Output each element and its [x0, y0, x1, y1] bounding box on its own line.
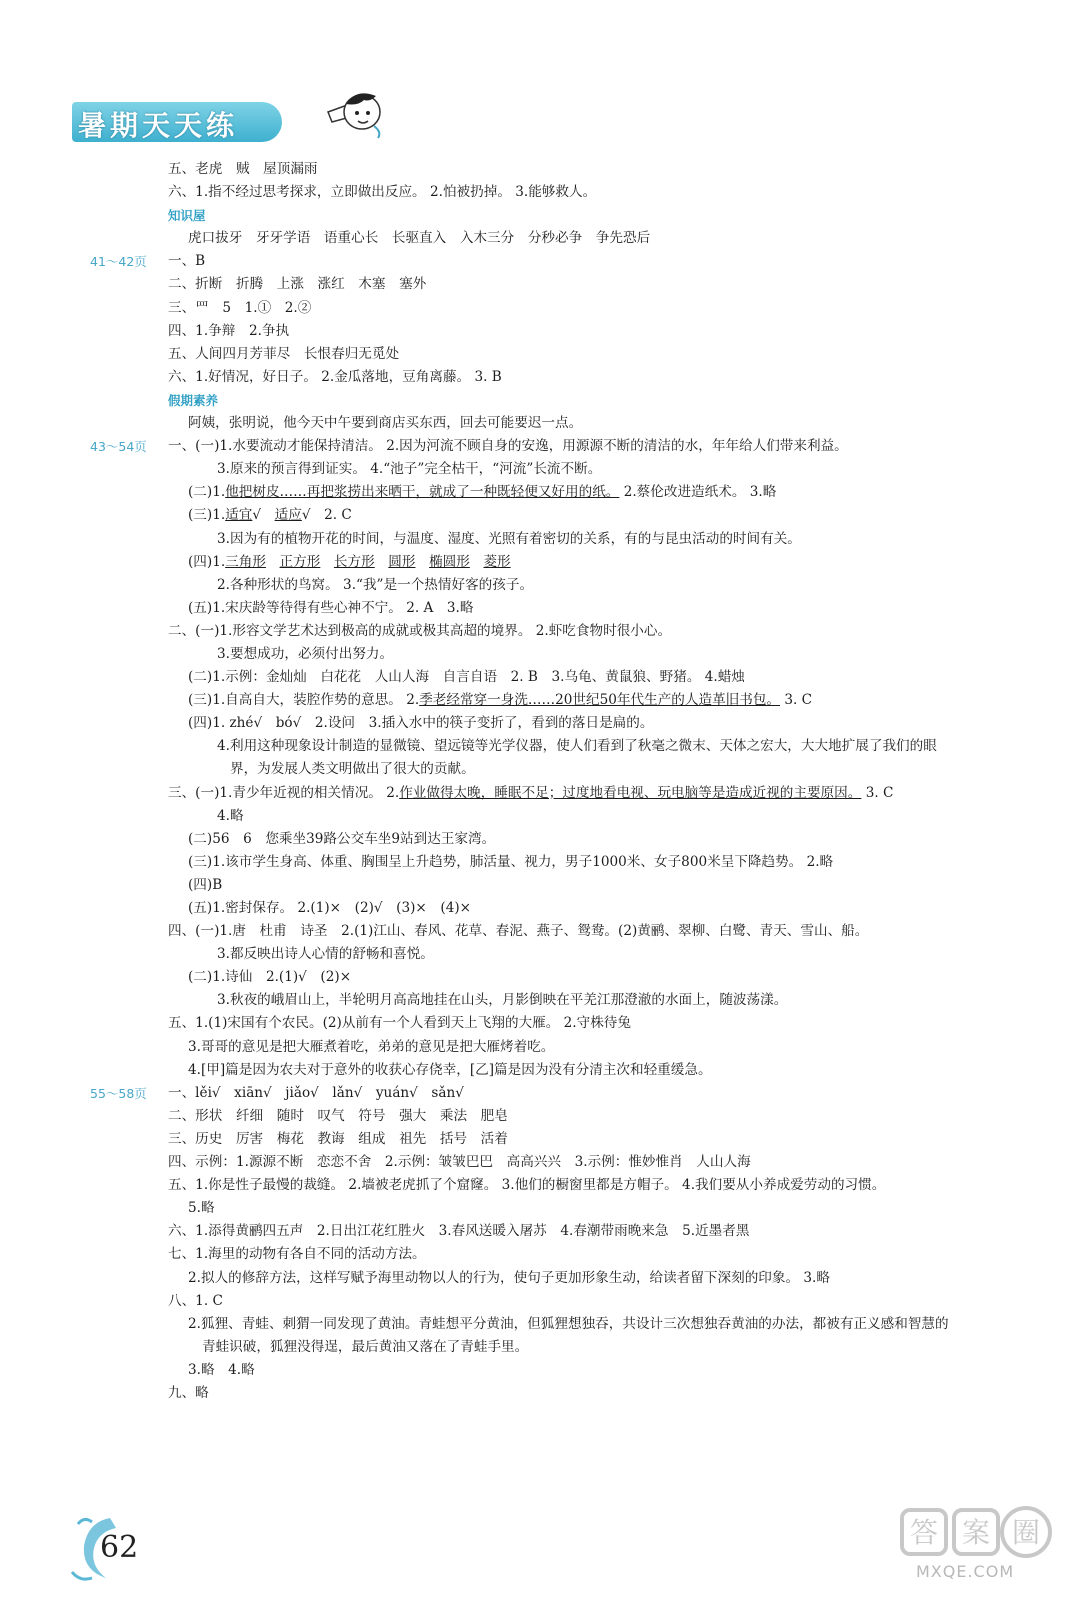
answer-segment: 3.要想成功，必须付出努力。: [217, 645, 394, 662]
underlined-answer: 椭圆形: [429, 553, 470, 570]
answer-text: [168, 1105, 508, 1128]
answer-line: [90, 1151, 1020, 1174]
answer-text: [168, 389, 218, 413]
answer-text: [168, 1082, 464, 1105]
watermark-site: MXQE.COM: [916, 1562, 1015, 1581]
page-range-label: 43～54页: [90, 439, 147, 455]
answer-line: [90, 643, 1020, 666]
answer-line: [90, 966, 1020, 989]
answer-text: [230, 758, 475, 781]
answer-segment: (五)1.密封保存。 2.(1)× (2)√ (3)× (4)×: [188, 900, 472, 916]
answer-text: [168, 1128, 508, 1151]
answer-segment: 一、lěi√ xiān√ jiǎo√ lǎn√ yuán√ sǎn√: [168, 1084, 464, 1101]
answer-text: [168, 1290, 223, 1313]
answer-text: [168, 158, 318, 181]
answer-segment: [320, 554, 334, 570]
answer-segment: 六、1.添得黄鹂四五声 2.日出江花红胜火 3.春风送暖入屠苏 4.春潮带雨晚来急 5.近墨者黑: [168, 1223, 750, 1240]
answer-text: [188, 597, 473, 620]
answer-text: [188, 666, 745, 689]
answer-line: [90, 1290, 1020, 1313]
answer-segment: [266, 554, 280, 570]
answer-segment: 3. C: [861, 784, 894, 801]
answer-line: [90, 389, 1020, 412]
svg-text:案: 案: [961, 1516, 991, 1549]
answer-text: [188, 551, 511, 574]
answer-segment: [415, 554, 429, 570]
answer-text: [188, 1313, 949, 1336]
answer-text: [168, 366, 502, 389]
page-footer: [70, 1512, 139, 1588]
answer-text: [168, 181, 596, 204]
answer-text: [188, 712, 653, 735]
answer-line: [90, 1382, 1020, 1405]
answer-line: [90, 874, 1020, 897]
underlined-answer: 他把树皮……再把浆捞出来晒干，就成了一种既轻便又好用的纸。: [225, 484, 620, 501]
answer-segment: 3.略 4.略: [188, 1361, 255, 1378]
answer-text: [168, 343, 399, 366]
answer-text: [168, 1243, 426, 1266]
answer-line: [90, 504, 1020, 527]
header-logo: [72, 90, 312, 148]
underlined-answer: 作业做得太晚，睡眠不足；过度地看电视、玩电脑等是造成近视的主要原因。: [399, 784, 862, 801]
answer-line: [90, 1059, 1020, 1082]
answer-text: [188, 851, 833, 874]
answer-text: [168, 620, 671, 643]
answer-segment: 4.[甲]篇是因为农夫对于意外的收获心存侥幸，[乙]篇是因为没有分清主次和轻重缓急。: [188, 1061, 712, 1078]
answer-line: [90, 1359, 1020, 1382]
answer-segment: 虎口拔牙 牙牙学语 语重心长 长驱直入 入木三分 分秒必争 争先恐后: [188, 230, 651, 247]
answer-segment: 3.原来的预言得到证实。 4.“池子”完全枯干，“河流”长流不断。: [217, 461, 602, 478]
answer-segment: (二)1.诗仙 2.(1)√ (2)×: [188, 969, 352, 986]
answer-line: [90, 1220, 1020, 1243]
answer-line: [90, 481, 1020, 504]
answer-text: [168, 435, 848, 458]
answer-text: [217, 528, 801, 551]
page-range-label: 55～58页: [90, 1085, 147, 1101]
answer-segment: 4.略: [217, 807, 244, 824]
underlined-answer: 正方形: [279, 553, 321, 570]
answer-segment: 4.利用这种现象设计制造的显微镜、望远镜等光学仪器，使人们看到了秋毫之微末、天体之宏大，大大地扩展了我们的眼: [217, 738, 937, 755]
answer-segment: [470, 554, 484, 570]
answer-text: [217, 458, 601, 481]
answer-segment: 3.哥哥的意见是把大雁煮着吃，弟弟的意见是把大雁烤着吃。: [188, 1038, 555, 1055]
underlined-answer: 菱形: [483, 553, 511, 570]
answer-line: [90, 1012, 1020, 1035]
answer-segment: √: [252, 507, 275, 524]
answer-text: [217, 989, 787, 1012]
answer-text: [168, 1382, 209, 1405]
answer-segment: 2.狐狸、青蛙、刺猬一同发现了黄油。青蛙想平分黄油，但狐狸想独吞，共设计三次想独吞黄油的办法，都被有正义感和智慧的: [188, 1315, 949, 1332]
answer-text: [188, 689, 812, 712]
answer-segment: 界，为发展人类文明做出了很大的贡献。: [230, 761, 475, 778]
answer-segment: 四、1.争辩 2.争执: [168, 322, 290, 339]
answer-text: [168, 782, 893, 805]
answer-line: [90, 250, 1020, 273]
answer-text: [188, 874, 222, 897]
answer-line: [90, 1082, 1020, 1105]
svg-text:圈: 圈: [1011, 1516, 1041, 1549]
answer-segment: 三、(一)1.青少年近视的相关情况。 2.: [168, 784, 400, 801]
answer-line: [90, 320, 1020, 343]
answer-line: [90, 528, 1020, 551]
answer-line: [90, 204, 1020, 227]
answer-line: [90, 782, 1020, 805]
answer-line: [90, 1197, 1020, 1220]
answer-text: [188, 966, 351, 989]
answer-line: [90, 989, 1020, 1012]
answer-segment: 六、1.指不经过思考探求，立即做出反应。 2.怕被扔掉。 3.能够救人。: [168, 184, 597, 201]
answer-segment: 3.秋夜的峨眉山上，半轮明月高高地挂在山头，月影倒映在平羌江那澄澈的水面上，随波荡漾。: [217, 992, 788, 1009]
answer-line: [90, 1336, 1020, 1359]
answer-line: [90, 227, 1020, 250]
answer-line: [90, 735, 1020, 758]
answer-segment: 3.都反映出诗人心情的舒畅和喜悦。: [217, 946, 434, 963]
answer-text: [188, 504, 352, 527]
answer-text: [217, 643, 393, 666]
answer-line: [90, 1313, 1020, 1336]
answer-text: [168, 320, 289, 343]
answer-text: [188, 1036, 554, 1059]
answer-segment: 五、老虎 贼 屋顶漏雨: [168, 161, 318, 177]
answer-segment: 九、略: [168, 1384, 209, 1401]
answer-segment: 五、1.(1)宋国有个农民。(2)从前有一个人看到天上飞翔的大雁。 2.守株待兔: [168, 1015, 631, 1032]
answer-segment: 三、历史 厉害 梅花 教诲 组成 祖先 括号 活着: [168, 1130, 508, 1147]
answer-line: [90, 181, 1020, 204]
page-range-label: 41～42页: [90, 254, 147, 270]
answer-segment: (四)B: [188, 876, 223, 893]
answer-line: [90, 897, 1020, 920]
page-number: 62: [100, 1530, 139, 1565]
answer-line: [90, 712, 1020, 735]
answer-line: [90, 158, 1020, 181]
answer-segment: (二)56 6 您乘坐39路公交车坐9站到达王家湾。: [188, 830, 496, 847]
answer-line: [90, 343, 1020, 366]
answer-segment: 3.因为有的植物开花的时间，与温度、湿度、光照有着密切的关系，有的与昆虫活动的时间有关。: [217, 530, 801, 547]
answer-line: [90, 412, 1020, 435]
answer-text: [188, 1267, 830, 1290]
answer-segment: √ 2. C: [301, 507, 352, 524]
answer-line: [90, 943, 1020, 966]
answer-segment: 一、(一)1.水要流动才能保持清洁。 2.因为河流不顾自身的安逸，用源源不断的清洁的水，年年给人们带来利益。: [168, 438, 848, 455]
answer-line: [90, 920, 1020, 943]
answer-segment: 四、(一)1.唐 杜甫 诗圣 2.(1)江山、春风、花草、春泥、燕子、鸳鸯。(2)黄鹂、翠柳、白鹭、青天、雪山、船。: [168, 923, 869, 940]
answer-segment: 2.拟人的修辞方法，这样写赋予海里动物以人的行为，使句子更加形象生动，给读者留下深刻的印象。 3.略: [188, 1269, 830, 1286]
underlined-answer: 长方形: [333, 553, 375, 570]
answer-line: [90, 551, 1020, 574]
section-heading: 知识屋: [168, 208, 206, 224]
answer-segment: [375, 554, 389, 570]
answer-text: [217, 735, 937, 758]
answer-line: [90, 1267, 1020, 1290]
answer-segment: 2.各种形状的鸟窝。 3.“我”是一个热情好客的孩子。: [217, 576, 534, 593]
answer-segment: (五)1.宋庆龄等待得有些心神不宁。 2. A 3.略: [188, 599, 474, 616]
answer-text: [168, 273, 426, 296]
answer-segment: 2.蔡伦改进造纸术。 3.略: [619, 484, 777, 501]
answer-text: [168, 250, 205, 273]
answer-segment: 五、1.你是性子最慢的裁缝。 2.墙被老虎抓了个窟窿。 3.他们的橱窗里都是方帽子。 4.我们要从小养成爱劳动的习惯。: [168, 1177, 886, 1194]
answer-line: [90, 574, 1020, 597]
answer-text: [168, 920, 868, 943]
answer-segment: (二)1.示例：金灿灿 白花花 人山人海 自言自语 2. B 3.乌龟、黄鼠狼、野猪。 4.蜡烛: [188, 669, 745, 686]
answer-line: [90, 597, 1020, 620]
header-title: 暑期天天练: [78, 109, 239, 142]
answer-text: [188, 1359, 255, 1382]
answer-line: [90, 1243, 1020, 1266]
answer-segment: 六、1.好情况，好日子。 2.金瓜落地，豆角离藤。 3. B: [168, 368, 502, 385]
answer-text: [217, 574, 533, 597]
answer-line: [90, 1128, 1020, 1151]
answer-segment: 二、折断 折腾 上涨 涨红 木塞 塞外: [168, 276, 427, 293]
answer-segment: 二、形状 纤细 随时 叹气 符号 强大 乘法 肥皂: [168, 1107, 508, 1124]
underlined-answer: 适应: [274, 507, 302, 524]
answer-text: [168, 1220, 749, 1243]
answer-line: [90, 273, 1020, 296]
answer-segment: (二)1.: [188, 484, 226, 501]
answer-text: [202, 1336, 528, 1359]
answer-text: [188, 1197, 215, 1220]
answer-text: [188, 897, 471, 920]
watermark-logo-icon: [898, 1500, 1058, 1562]
answer-segment: 阿姨，张明说，他今天中午要到商店买东西，回去可能要迟一点。: [188, 415, 583, 432]
answer-text: [217, 943, 434, 966]
answer-segment: 二、(一)1.形容文学艺术达到极高的成就或极其高超的境界。 2.虾吃食物时很小心。: [168, 622, 672, 639]
answer-text: [168, 1151, 751, 1174]
section-heading: 假期素养: [168, 392, 219, 408]
underlined-answer: 适宜: [225, 507, 253, 524]
answer-segment: 青蛙识破，狐狸没得逞，最后黄油又落在了青蛙手里。: [202, 1338, 529, 1355]
answer-segment: 3. C: [780, 692, 813, 709]
answer-text: [168, 204, 206, 228]
answer-line: [90, 297, 1020, 320]
answer-text: [168, 1012, 631, 1035]
answer-text: [188, 227, 650, 250]
answer-text: [168, 1174, 885, 1197]
answer-segment: (四)1. zhé√ bó√ 2.设问 3.插入水中的筷子变折了，看到的落日是扁的。: [188, 715, 654, 732]
answer-line: [90, 1174, 1020, 1197]
underlined-answer: 季老经常穿一身洗……20世纪50年代生产的人造革旧书包。: [419, 692, 781, 709]
answer-line: [90, 666, 1020, 689]
answer-segment: (三)1.自高自大，装腔作势的意思。 2.: [188, 692, 420, 709]
answer-text: [188, 1059, 712, 1082]
answer-line: [90, 1036, 1020, 1059]
answer-segment: 四、示例：1.源源不断 恋恋不舍 2.示例：皱皱巴巴 高高兴兴 3.示例：惟妙惟肖 人山人海: [168, 1154, 751, 1171]
answer-segment: 5.略: [188, 1200, 215, 1217]
answer-segment: (三)1.: [188, 507, 226, 524]
boy-mascot-icon: [324, 82, 394, 140]
answer-line: [90, 689, 1020, 712]
answer-text: [217, 805, 244, 828]
underlined-answer: 三角形: [225, 553, 266, 570]
answer-text: [188, 828, 495, 851]
answer-line: [90, 435, 1020, 458]
answer-segment: 八、1. C: [168, 1292, 223, 1309]
answer-text: [168, 297, 311, 320]
answer-line: [90, 366, 1020, 389]
answer-line: [90, 620, 1020, 643]
answer-segment: 七、1.海里的动物有各自不同的活动方法。: [168, 1246, 426, 1263]
answer-line: [90, 758, 1020, 781]
answer-segment: 三、罒 5 1.① 2.②: [168, 299, 312, 316]
answer-line: [90, 828, 1020, 851]
answer-text: [188, 412, 582, 435]
underlined-answer: 圆形: [388, 553, 416, 570]
answer-line: [90, 805, 1020, 828]
watermark: [898, 1500, 1058, 1590]
answer-segment: 五、人间四月芳菲尽 长恨春归无觅处: [168, 345, 400, 362]
answer-segment: (四)1.: [188, 553, 226, 570]
answer-segment: (三)1.该市学生身高、体重、胸围呈上升趋势，肺活量、视力，男子1000米、女子800米呈下降趋势。 2.略: [188, 853, 834, 870]
answer-line: [90, 458, 1020, 481]
svg-text:答: 答: [909, 1516, 939, 1549]
answer-segment: 一、B: [168, 253, 206, 270]
answer-content: [90, 158, 1020, 1405]
answer-line: [90, 851, 1020, 874]
answer-line: [90, 1105, 1020, 1128]
answer-text: [188, 481, 776, 504]
